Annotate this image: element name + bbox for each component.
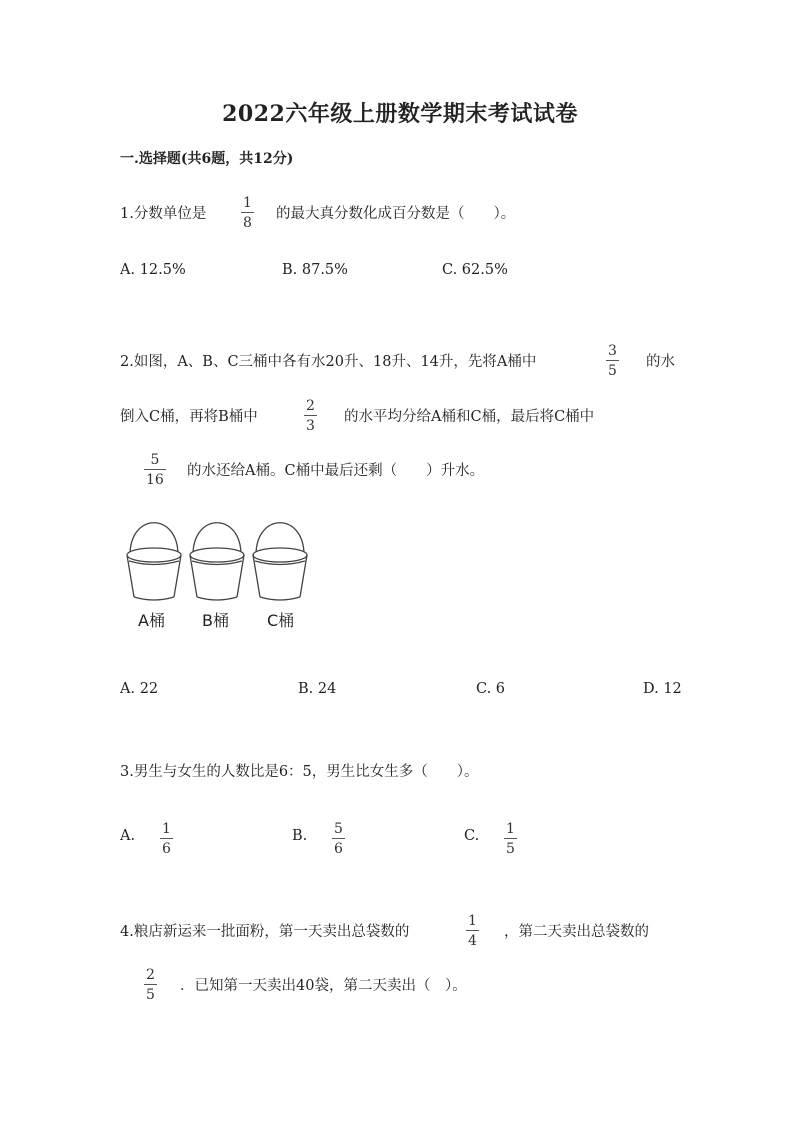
q2-line1-end: 的水 bbox=[646, 354, 675, 370]
q4-fraction-2 bbox=[144, 968, 157, 1002]
q2-frac1-denominator: 5 bbox=[608, 363, 617, 379]
q1-fraction bbox=[241, 196, 254, 230]
q1-text-start: 1.分数单位是 bbox=[120, 206, 207, 222]
section-heading: 一.选择题(共6题，共12分) bbox=[120, 151, 294, 167]
q3-option-b-label[interactable]: B. bbox=[292, 828, 308, 844]
q2-option-c[interactable]: C. 6 bbox=[476, 681, 506, 697]
q2-line2-start: 倒入C桶，再将B桶中 bbox=[120, 409, 258, 425]
q2-line2-end: 的水平均分给A桶和C桶，最后将C桶中 bbox=[344, 409, 595, 425]
bucket-b bbox=[190, 523, 244, 600]
q1-frac-numerator: 1 bbox=[243, 195, 252, 211]
q2-fraction-1 bbox=[606, 344, 619, 378]
q4-line1-end: ，第二天卖出总袋数的 bbox=[504, 924, 649, 940]
q1-option-c[interactable]: C. 62.5% bbox=[442, 262, 508, 278]
q1-frac-denominator: 8 bbox=[243, 215, 252, 231]
bucket-a bbox=[127, 523, 181, 600]
bucket-c bbox=[253, 523, 307, 600]
q1-option-b[interactable]: B. 87.5% bbox=[282, 262, 348, 278]
q2-option-d[interactable]: D. 12 bbox=[643, 681, 682, 697]
bucket-b-label: B桶 bbox=[202, 611, 229, 630]
q3-a-denominator: 6 bbox=[162, 841, 171, 857]
q3-b-denominator: 6 bbox=[334, 841, 343, 857]
q3-text: 3.男生与女生的人数比是6：5，男生比女生多（ ）。 bbox=[120, 764, 479, 780]
q1-option-a[interactable]: A. 12.5% bbox=[120, 262, 186, 278]
q2-frac2-denominator: 3 bbox=[306, 418, 315, 434]
q4-frac2-denominator: 5 bbox=[146, 987, 155, 1003]
q4-line1-start: 4.粮店新运来一批面粉，第一天卖出总袋数的 bbox=[120, 924, 410, 940]
q2-frac1-numerator: 3 bbox=[608, 343, 617, 359]
q3-option-b-fraction[interactable] bbox=[332, 822, 345, 856]
bucket-c-label: C桶 bbox=[267, 611, 295, 630]
q3-option-a-fraction[interactable] bbox=[160, 822, 173, 856]
q2-option-b[interactable]: B. 24 bbox=[298, 681, 337, 697]
q1-text-end: 的最大真分数化成百分数是（ ）。 bbox=[276, 206, 516, 222]
q2-frac3-numerator: 5 bbox=[150, 452, 160, 468]
q3-option-c-label[interactable]: C. bbox=[464, 828, 480, 844]
q3-b-numerator: 5 bbox=[334, 821, 343, 837]
q3-a-numerator: 1 bbox=[162, 821, 171, 837]
exam-title: 2022六年级上册数学期末考试试卷 bbox=[222, 101, 578, 127]
q2-line1-start: 2.如图，A、B、C三桶中各有水20升、18升、14升，先将A桶中 bbox=[120, 354, 537, 370]
q2-line3: 的水还给A桶。C桶中最后还剩（ ）升水。 bbox=[187, 463, 485, 479]
bucket-a-label: A桶 bbox=[138, 611, 165, 630]
q3-c-numerator: 1 bbox=[506, 821, 515, 837]
q2-fraction-3 bbox=[144, 453, 166, 487]
q4-frac1-numerator: 1 bbox=[468, 913, 477, 929]
q4-frac2-numerator: 2 bbox=[146, 967, 155, 983]
q2-frac3-denominator: 16 bbox=[146, 472, 164, 488]
q3-c-denominator: 5 bbox=[506, 841, 515, 857]
q3-option-c-fraction[interactable] bbox=[504, 822, 517, 856]
q3-option-a-label[interactable]: A. bbox=[120, 828, 136, 844]
q2-option-a[interactable]: A. 22 bbox=[120, 681, 159, 697]
q4-line2: ．已知第一天卖出40袋，第二天卖出（ ）。 bbox=[180, 978, 467, 994]
q4-frac1-denominator: 4 bbox=[468, 933, 477, 949]
q2-frac2-numerator: 2 bbox=[306, 398, 315, 414]
q2-fraction-2 bbox=[304, 399, 317, 433]
q4-fraction-1 bbox=[466, 914, 479, 948]
